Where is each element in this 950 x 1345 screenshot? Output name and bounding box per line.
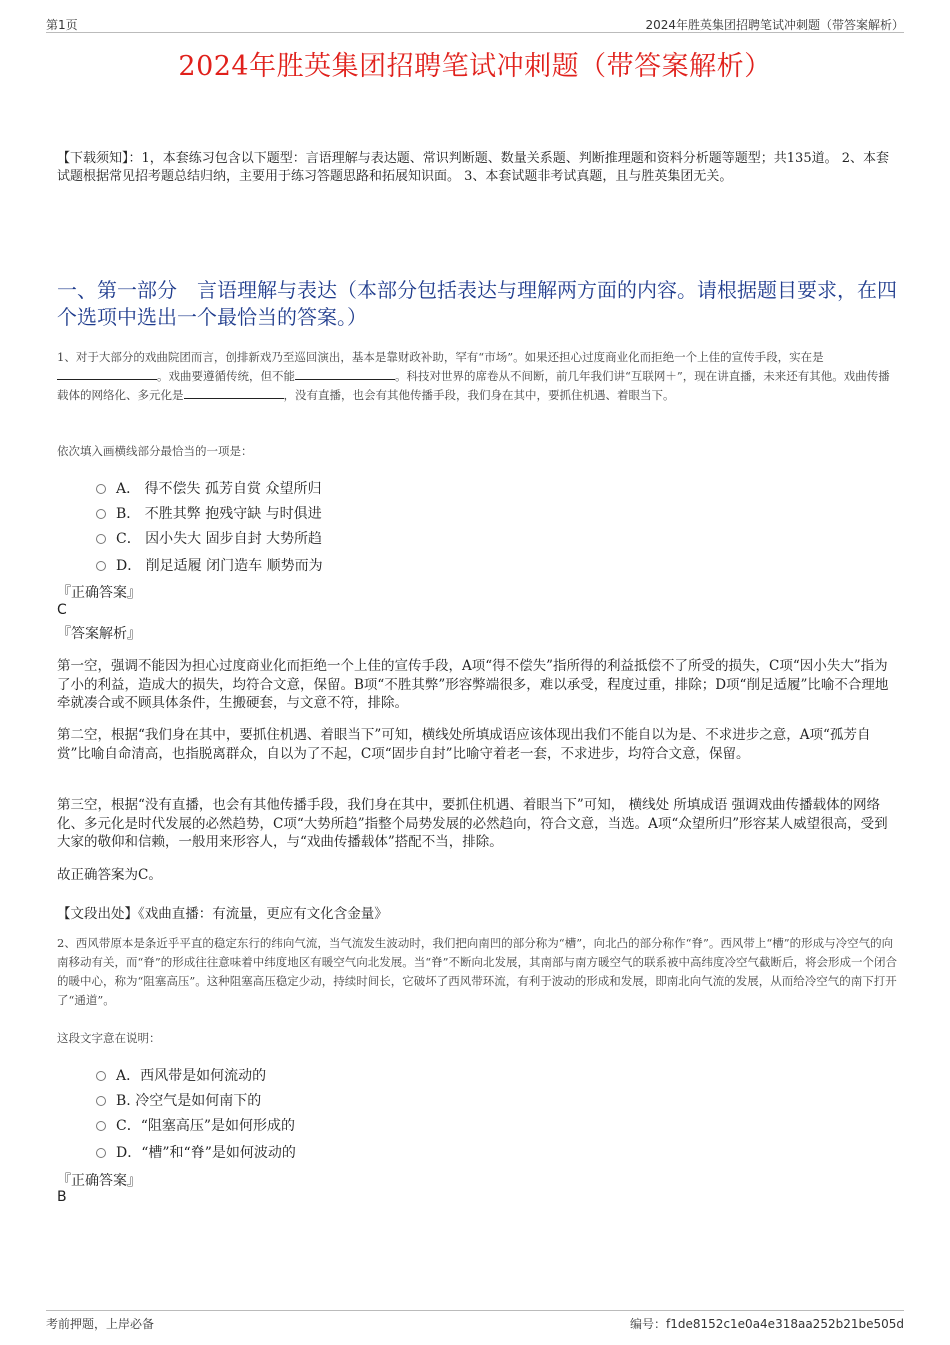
radio-icon[interactable] [96,484,106,494]
radio-icon[interactable] [96,1121,106,1131]
q1-text-part: 。戏曲要遵循传统，但不能 [157,369,295,383]
q1-analysis-para-2: 第二空，根据“我们身在其中，要抓住机遇、着眼当下”可知，横线处所填成语应该体现出我们不能自以为是、不求进步之意，A项“孤芳自赏”比喻自命清高，也指脱离群众，自以为了不起，C项“固步自封”比喻守着老一套，不求进步，均符合文意，保留。 [57,727,871,762]
q2-option-b[interactable] [96,1090,261,1110]
page-header [46,14,904,33]
option-label: B. 冷空气是如何南下的 [116,1093,262,1109]
q1-text-part: ，没有直播，也会有其他传播手段，我们身在其中，要抓住机遇、着眼当下。 [283,388,675,402]
question-2-text: 2、西风带原本是条近乎平直的稳定东行的纬向气流，当气流发生波动时，我们把向南凹的部分称为“槽”，向北凸的部分称作“脊”。西风带上“槽”的形成与冷空气的向南移动有关，而“脊”的形成往往意味着中纬度地区有暖空气向北发展。当“脊”不断向北发展，其南部与南方暖空气的联系被中高纬度冷空气截断后，将会形成一个闭合的暖中心，称为“阻塞高压”。这种阻塞高压稳定少动，持续时间长，它破坏了西风带环流，有利于波动的形成和发展，即南北向气流的发展，从而给冷空气的南下打开了“通道”。 [57,936,898,1007]
q1-analysis-para-1: 第一空，强调不能因为担心过度商业化而拒绝一个上佳的宣传手段，A项“得不偿失”指所得的利益抵偿不了所受的损失，C项“因小失大”指为了小的利益，造成大的损失，均符合文意，保留。B项“不胜其弊”形容弊端很多，难以承受，程度过重，排除；D项“削足适履”比喻不合理地牵就凑合或不顾具体条件，生搬硬套，与文意不符，排除。 [57,658,889,711]
option-label: B． 不胜其弊 抱残守缺 与时俱进 [116,506,322,522]
q2-answer-label: 『正确答案』 [57,1173,141,1189]
radio-icon[interactable] [96,1071,106,1081]
q1-answer: C [57,602,67,618]
option-label: A．西风带是如何流动的 [116,1068,267,1084]
q2-option-a[interactable] [96,1065,266,1085]
radio-icon[interactable] [96,534,106,544]
footer-slogan: 考前押题，上岸必备 [46,1317,155,1331]
option-label: A． 得不偿失 孤芳自赏 众望所归 [116,481,322,497]
question-1-text [57,348,899,405]
q2-option-c[interactable] [96,1115,295,1135]
radio-icon[interactable] [96,1096,106,1106]
q1-answer-label: 『正确答案』 [57,585,141,601]
radio-icon[interactable] [96,509,106,519]
question-2-prompt: 这段文字意在说明： [57,1031,161,1045]
radio-icon[interactable] [96,1148,106,1158]
blank-line [295,367,395,380]
section-heading: 一、第一部分 言语理解与表达（本部分包括表达与理解两方面的内容。请根据题目要求，在四个选项中选出一个最恰当的答案。） [57,278,897,329]
q1-analysis-label: 『答案解析』 [57,626,141,642]
q1-conclusion: 故正确答案为C。 [57,867,162,883]
q1-source: 【文段出处】《戏曲直播：有流量，更应有文化含金量》 [57,906,388,922]
q1-option-d[interactable] [96,555,323,575]
blank-line [184,386,284,399]
q2-option-d[interactable] [96,1142,296,1162]
page-number: 第1页 [46,18,78,32]
option-label: C．“阻塞高压”是如何形成的 [116,1118,296,1134]
q1-analysis-para-3: 第三空，根据“没有直播，也会有其他传播手段，我们身在其中，要抓住机遇、着眼当下”可知， 横线处 所填成语 强调戏曲传播载体的网络化、多元化是时代发展的必然趋势，C项“大势所趋”指整个局势发展的必然趋向，符合文意，当选。A项“众望所归”形容某人威望很高，受到大家的敬仰和信赖，一般用来形容人，与“戏曲传播载体”搭配不当，排除。 [57,797,888,850]
option-label: C． 因小失大 固步自封 大势所趋 [116,531,323,547]
page-title: 2024年胜英集团招聘笔试冲刺题（带答案解析） [178,51,772,82]
q1-option-b[interactable] [96,503,322,523]
q1-option-a[interactable] [96,478,321,498]
q2-answer: B [57,1189,67,1205]
option-label: D． 削足适履 闭门造车 顺势而为 [116,558,323,574]
q1-option-c[interactable] [96,528,322,548]
q1-text-part: 。科技对世界的席卷从不间断，前几年我们讲“互联网＋”，现在讲直播，未来还有其他。戏曲传播载体的网络化、多元化是 [57,369,890,402]
radio-icon[interactable] [96,561,106,571]
footer-code: 编号：f1de8152c1e0a4e318aa252b21be505d [630,1317,904,1331]
question-1-prompt: 依次填入画横线部分最恰当的一项是： [57,444,253,458]
header-doc-title: 2024年胜英集团招聘笔试冲刺题（带答案解析） [645,18,904,32]
download-notice: 【下载须知】：1，本套练习包含以下题型：言语理解与表达题、常识判断题、数量关系题、判断推理题和资料分析题等题型；共135道。 2、本套试题根据常见招考题总结归纳，主要用于练习答题思路和拓展知识面。 3、本套试题非考试真题，且与胜英集团无关。 [57,151,889,184]
q1-text-part: 1、对于大部分的戏曲院团而言，创排新戏乃至巡回演出，基本是靠财政补助，罕有“市场”。如果还担心过度商业化而拒绝一个上佳的宣传手段，实在是 [57,350,824,364]
blank-line [57,367,157,380]
page-footer [46,1310,904,1331]
option-label: D．“槽”和“脊”是如何波动的 [116,1145,296,1161]
